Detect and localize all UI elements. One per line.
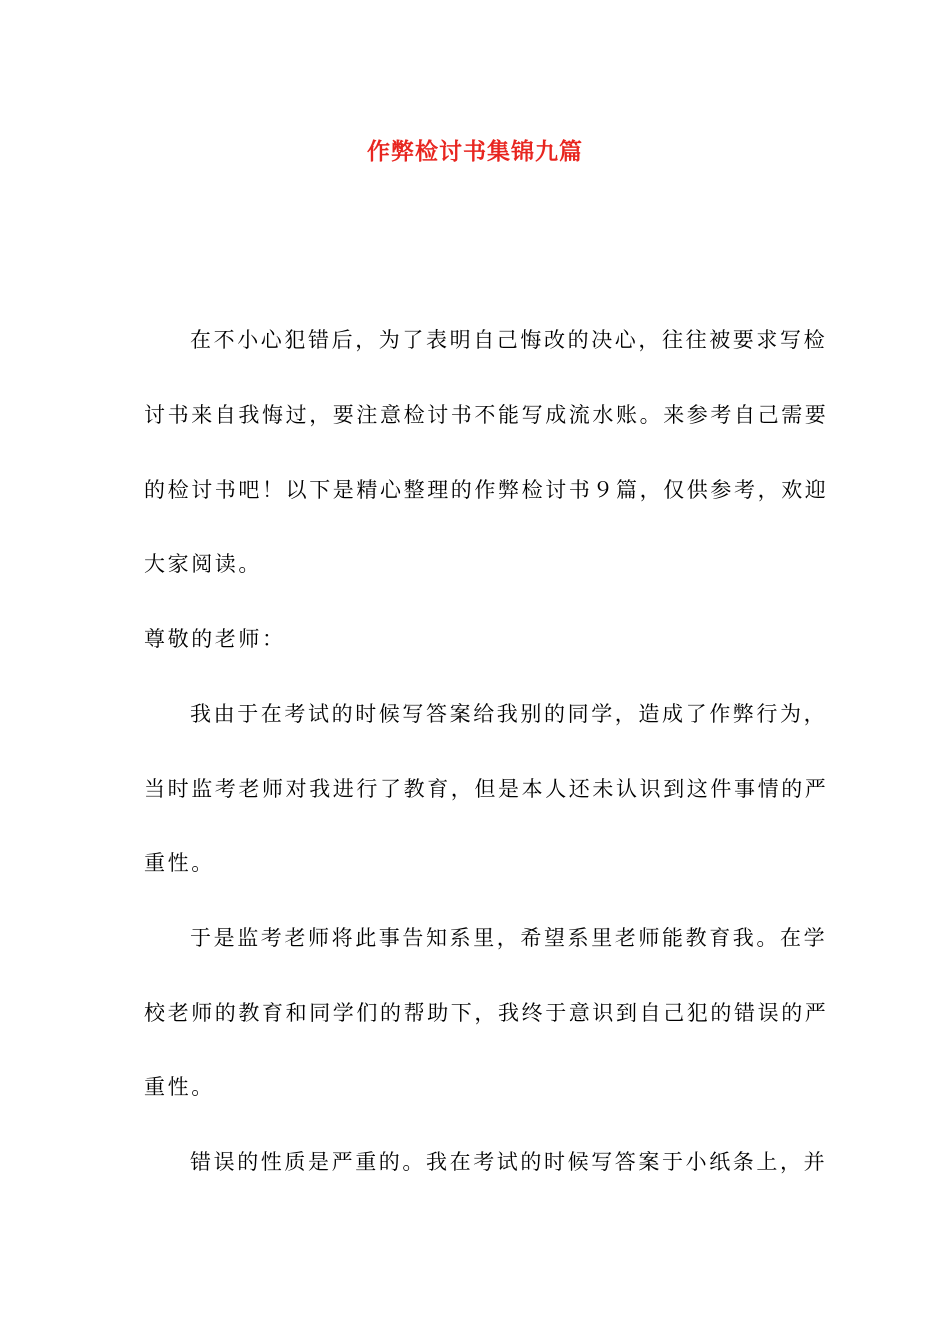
paragraph-line: 我由于在考试的时候写答案给我别的同学，造成了作弊行为， bbox=[190, 702, 828, 726]
salutation: 尊敬的老师： bbox=[144, 627, 286, 651]
paragraph-line: 在不小心犯错后，为了表明自己悔改的决心，往往被要求写检 bbox=[190, 328, 828, 352]
paragraph-line: 的检讨书吧！以下是精心整理的作弊检讨书９篇，仅供参考，欢迎 bbox=[144, 478, 829, 502]
paragraph-line: 校老师的教育和同学们的帮助下，我终于意识到自己犯的错误的严 bbox=[144, 1001, 829, 1025]
paragraph-line: 大家阅读。 bbox=[144, 552, 262, 576]
paragraph-line: 当时监考老师对我进行了教育，但是本人还未认识到这件事情的严 bbox=[144, 777, 829, 801]
paragraph-line: 于是监考老师将此事告知系里，希望系里老师能教育我。在学 bbox=[190, 926, 828, 950]
paragraph-line: 讨书来自我悔过，要注意检讨书不能写成流水账。来参考自己需要 bbox=[144, 403, 829, 427]
paragraph-line: 重性。 bbox=[144, 1075, 215, 1099]
paragraph-line: 重性。 bbox=[144, 851, 215, 875]
paragraph-line: 错误的性质是严重的。我在考试的时候写答案于小纸条上，并 bbox=[190, 1150, 828, 1174]
document-title: 作弊检讨书集锦九篇 bbox=[367, 138, 583, 165]
